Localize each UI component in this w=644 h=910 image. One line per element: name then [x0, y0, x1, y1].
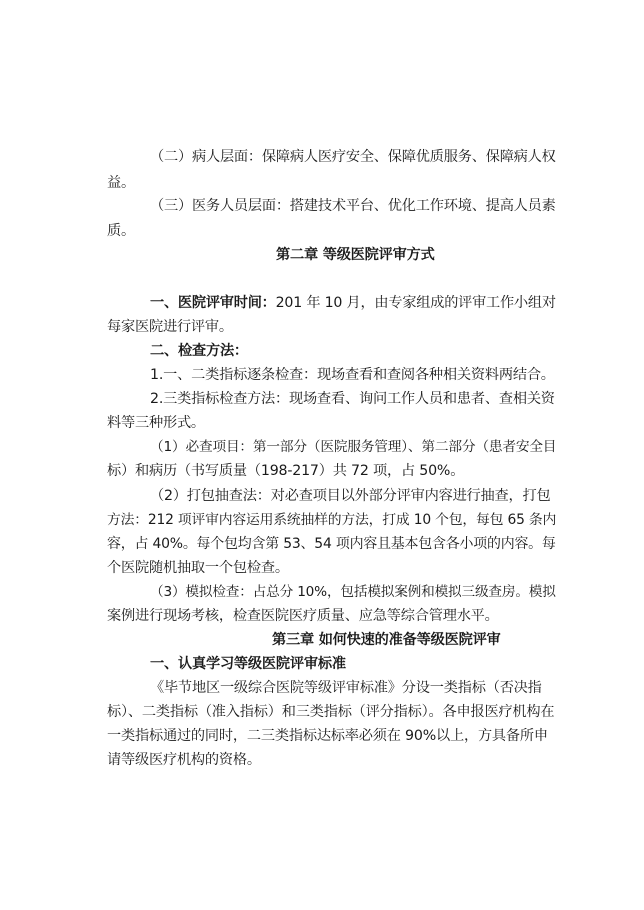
chapter-3-heading: 第三章 如何快速的准备等级医院评审	[272, 632, 501, 648]
paragraph-line: 《毕节地区一级综合医院等级评审标准》分设一类指标（否决指	[150, 680, 542, 696]
paragraph-line: 请等级医疗机构的资格。	[107, 752, 261, 768]
paragraph-line: （1）必查项目：第一部分（医院服务管理）、第二部分（患者安全目	[150, 439, 557, 455]
paragraph-line: 标）、二类指标（准入指标）和三类指标（评分指标）。各申报医疗机构在	[107, 704, 555, 720]
paragraph-line: 料等三种形式。	[107, 415, 205, 431]
paragraph-line: 标）和病历（书写质量（198-217）共 72 项，占 50%。	[107, 463, 465, 479]
paragraph-line: 每家医院进行评审。	[107, 319, 233, 335]
paragraph-line: （二）病人层面：保障病人医疗安全、保障优质服务、保障病人权	[150, 149, 556, 165]
paragraph-line: 一类指标通过的同时，二三类指标达标率必须在 90%以上，方具备所申	[107, 728, 548, 744]
paragraph-line: （2）打包抽查法：对必查项目以外部分评审内容进行抽查，打包	[150, 488, 551, 504]
paragraph-line: 1.一、二类指标逐条检查：现场查看和查阅各种相关资料两结合。	[150, 367, 555, 383]
paragraph-line: （3）模拟检查：占总分 10%，包括模拟案例和模拟三级查房。模拟	[150, 584, 556, 600]
chapter-2-heading: 第二章 等级医院评审方式	[276, 247, 435, 263]
paragraph-line: 质。	[107, 223, 135, 239]
paragraph-line: 案例进行现场考核，检查医院医疗质量、应急等综合管理水平。	[107, 608, 499, 624]
paragraph-line: 益。	[107, 175, 135, 191]
paragraph-line: 个医院随机抽取一个包检查。	[107, 560, 289, 576]
paragraph-line: 方法：212 项评审内容运用系统抽样的方法，打成 10 个包，每包 65 条内	[107, 512, 557, 528]
section-heading: 二、检查方法：	[150, 343, 248, 359]
section-text: 201 年 10 月，由专家组成的评审工作小组对	[275, 295, 556, 311]
paragraph-line	[150, 293, 556, 313]
section-lead: 一、医院评审时间：	[150, 295, 276, 311]
paragraph-line: （三）医务人员层面：搭建技术平台、优化工作环境、提高人员素	[150, 198, 556, 214]
section-heading: 一、认真学习等级医院评审标准	[150, 656, 346, 672]
paragraph-line: 2.三类指标检查方法：现场查看、询问工作人员和患者、查相关资	[150, 391, 555, 407]
paragraph-line: 容，占 40%。每个包均含第 53、54 项内容且基本包含各小项的内容。每	[107, 536, 556, 552]
